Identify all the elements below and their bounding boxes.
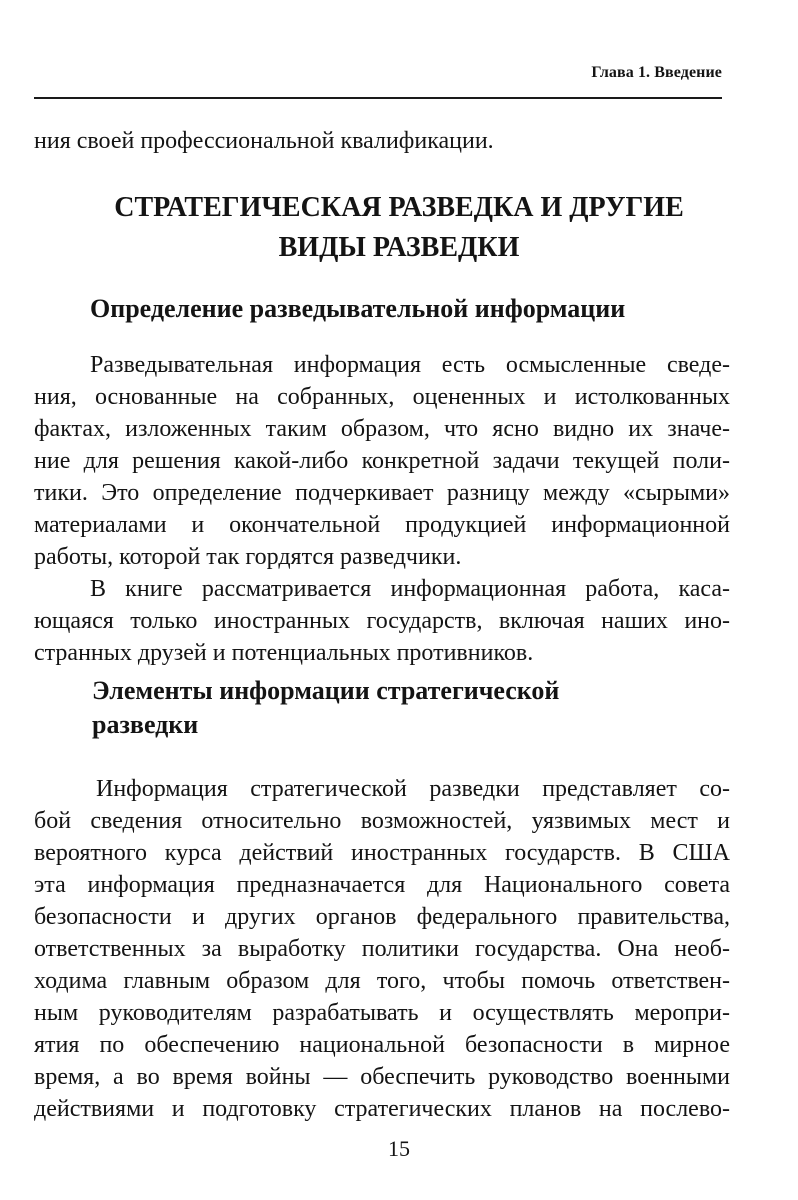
body-line: ным руководителям разрабатывать и осуществлять меропри- [34, 1000, 730, 1026]
body-line: ние для решения какой-либо конкретной задачи текущей поли- [34, 448, 730, 474]
body-line: ющаяся только иностранных государств, включая наших ино- [34, 608, 730, 634]
body-line: тики. Это определение подчеркивает разницу между «сырыми» [34, 480, 730, 506]
section-heading-elements-line-2: разведки [92, 710, 199, 739]
body-line: материалами и окончательной продукцией информационной [34, 512, 730, 538]
body-line: работы, которой так гордятся разведчики. [34, 544, 462, 570]
body-line: Информация стратегической разведки представляет со- [96, 776, 730, 802]
body-line: фактах, изложенных таким образом, что ясно видно их значе- [34, 416, 730, 442]
page-number: 15 [388, 1136, 410, 1161]
body-line: вероятного курса действий иностранных государств. В США [34, 840, 730, 866]
body-line: странных друзей и потенциальных противников. [34, 640, 534, 666]
section-heading-elements-line-1: Элементы информации стратегической [92, 676, 560, 705]
body-line: ходима главным образом для того, чтобы помочь ответствен- [34, 968, 730, 994]
chapter-title-line-2: ВИДЫ РАЗВЕДКИ [278, 232, 520, 263]
body-line: бой сведения относительно возможностей, уязвимых мест и [34, 808, 730, 834]
chapter-title [34, 188, 764, 268]
body-line: В книге рассматривается информационная работа, каса- [90, 576, 730, 602]
body-line: ответственных за выработку политики государства. Она необ- [34, 936, 730, 962]
chapter-title-line-1: СТРАТЕГИЧЕСКАЯ РАЗВЕДКА И ДРУГИЕ [114, 192, 684, 223]
section-heading-elements [92, 674, 559, 742]
body-line: ния, основанные на собранных, оцененных и истолкованных [34, 384, 730, 410]
header-rule [34, 97, 722, 99]
body-line: Разведывательная информация есть осмысленные сведе- [90, 352, 730, 378]
body-line: ятия по обеспечению национальной безопасности в мирное [34, 1032, 730, 1058]
body-line: безопасности и других органов федерального правительства, [34, 904, 730, 930]
running-head: Глава 1. Введение [591, 64, 722, 81]
body-line: время, а во время войны — обеспечить руководство военными [34, 1064, 730, 1090]
carryover-line: ния своей профессиональной квалификации. [34, 128, 494, 154]
body-line: действиями и подготовку стратегических планов на послево- [34, 1096, 730, 1122]
body-line: эта информация предназначается для Национального совета [34, 872, 730, 898]
section-heading-definition: Определение разведывательной информации [90, 294, 626, 323]
